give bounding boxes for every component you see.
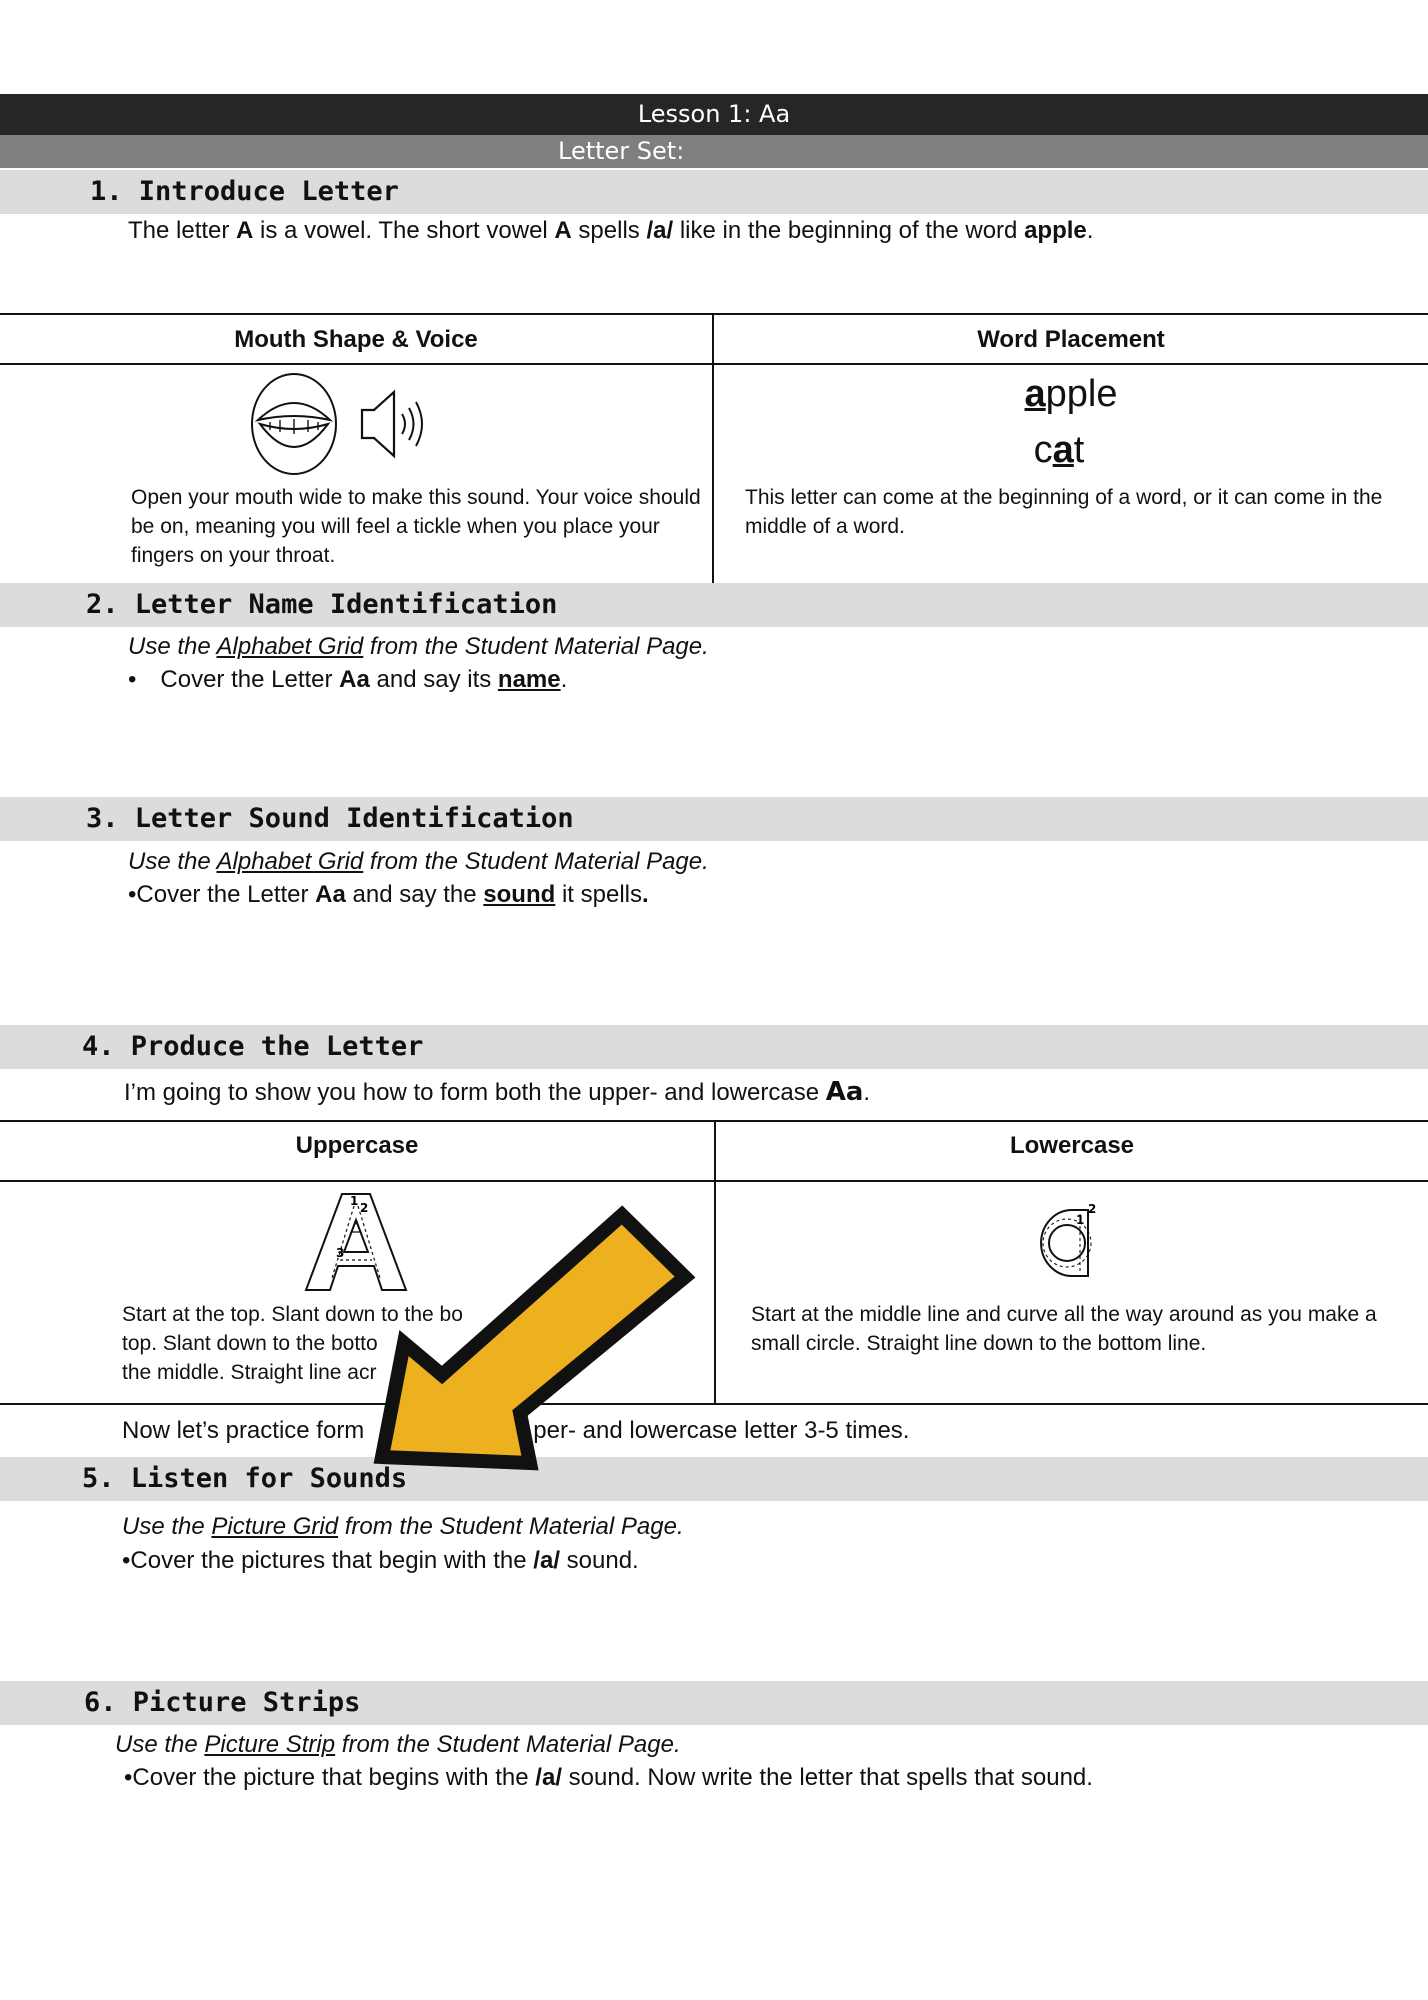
lesson-title: Lesson 1: Aa [0,94,1428,135]
section-1-header [0,170,1428,214]
svg-text:1: 1 [350,1194,359,1208]
section-1-title: 1. Introduce Letter [90,176,399,207]
section-1-text: The letter A is a vowel. The short vowel A spells /a/ like in the beginning of the word apple. [128,217,1094,244]
picture-grid-link[interactable]: Picture Grid [211,1513,339,1540]
section-5-bullet: •Cover the pictures that begin with the /a/ sound. [122,1547,639,1574]
section-2-title: 2. Letter Name Identification [86,589,558,620]
mouth-shape-text: Open your mouth wide to make this sound. Your voice should be on, meaning you will feel a tickle when you place your fingers on your throat. [131,486,701,567]
section-6-instruction: Use the Picture Strip from the Student Material Page. [115,1731,681,1758]
letter-set-bar [0,135,1428,168]
section-2-instruction: Use the Alphabet Grid from the Student Material Page. [128,633,709,660]
section-5-instruction: Use the Picture Grid from the Student Material Page. [122,1513,684,1540]
alphabet-grid-link[interactable]: Alphabet Grid [216,848,364,875]
svg-text:1: 1 [1076,1213,1085,1227]
word-cat: cat [1033,429,1085,471]
word-placement-header: Word Placement [977,326,1165,353]
section-6-header [0,1681,1428,1725]
section-3-instruction: Use the Alphabet Grid from the Student Material Page. [128,848,709,875]
letter-set-label: Letter Set: [558,137,685,165]
speaker-icon [362,392,422,456]
section-6-bullet: •Cover the picture that begins with the /a/ sound. Now write the letter that spells that sound. [124,1764,1093,1791]
word-placement-text: This letter can come at the beginning of a word, or it can come in the middle of a word. [745,486,1383,538]
uppercase-text: Start at the top. Slant down to the bo top. Slant down to the botto the middle. Straight line acr [122,1303,463,1384]
section-3-header [0,797,1428,841]
pointer-arrow-icon [360,1205,700,1485]
uppercase-header: Uppercase [295,1132,419,1159]
section-2-header [0,583,1428,627]
section-5-header [0,1457,1428,1501]
practice-text: Now let’s practice form per- and lowercase letter 3-5 times. [122,1417,910,1444]
svg-text:3: 3 [336,1246,345,1260]
word-apple: apple [1024,373,1118,415]
table-1-header-rule [0,363,1428,365]
section-2-bullet: • Cover the Letter Aa and say its name. [128,666,568,693]
section-6-title: 6. Picture Strips [84,1687,361,1718]
section-4-intro: I’m going to show you how to form both the upper- and lowercase Aa. [124,1077,871,1107]
section-4-header [0,1025,1428,1069]
alphabet-grid-link[interactable]: Alphabet Grid [216,633,364,660]
section-3-title: 3. Letter Sound Identification [86,803,574,834]
table-1-top-rule [0,313,1428,315]
section-5-title: 5. Listen for Sounds [82,1463,408,1494]
lowercase-header: Lowercase [1009,1132,1135,1159]
lowercase-a-tracing-icon [1036,1200,1108,1282]
section-4-title: 4. Produce the Letter [82,1031,424,1062]
svg-text:2: 2 [360,1201,369,1215]
mouth-icon [248,372,448,476]
mouth-shape-header: Mouth Shape & Voice [234,326,478,353]
svg-text:2: 2 [1088,1202,1097,1216]
table-2-divider [714,1120,716,1405]
lowercase-text: Start at the middle line and curve all the way around as you make a small circle. Straight line down to the bottom line. [751,1303,1377,1355]
section-3-bullet: •Cover the Letter Aa and say the sound it spells. [128,881,649,908]
picture-strip-link[interactable]: Picture Strip [204,1731,336,1758]
